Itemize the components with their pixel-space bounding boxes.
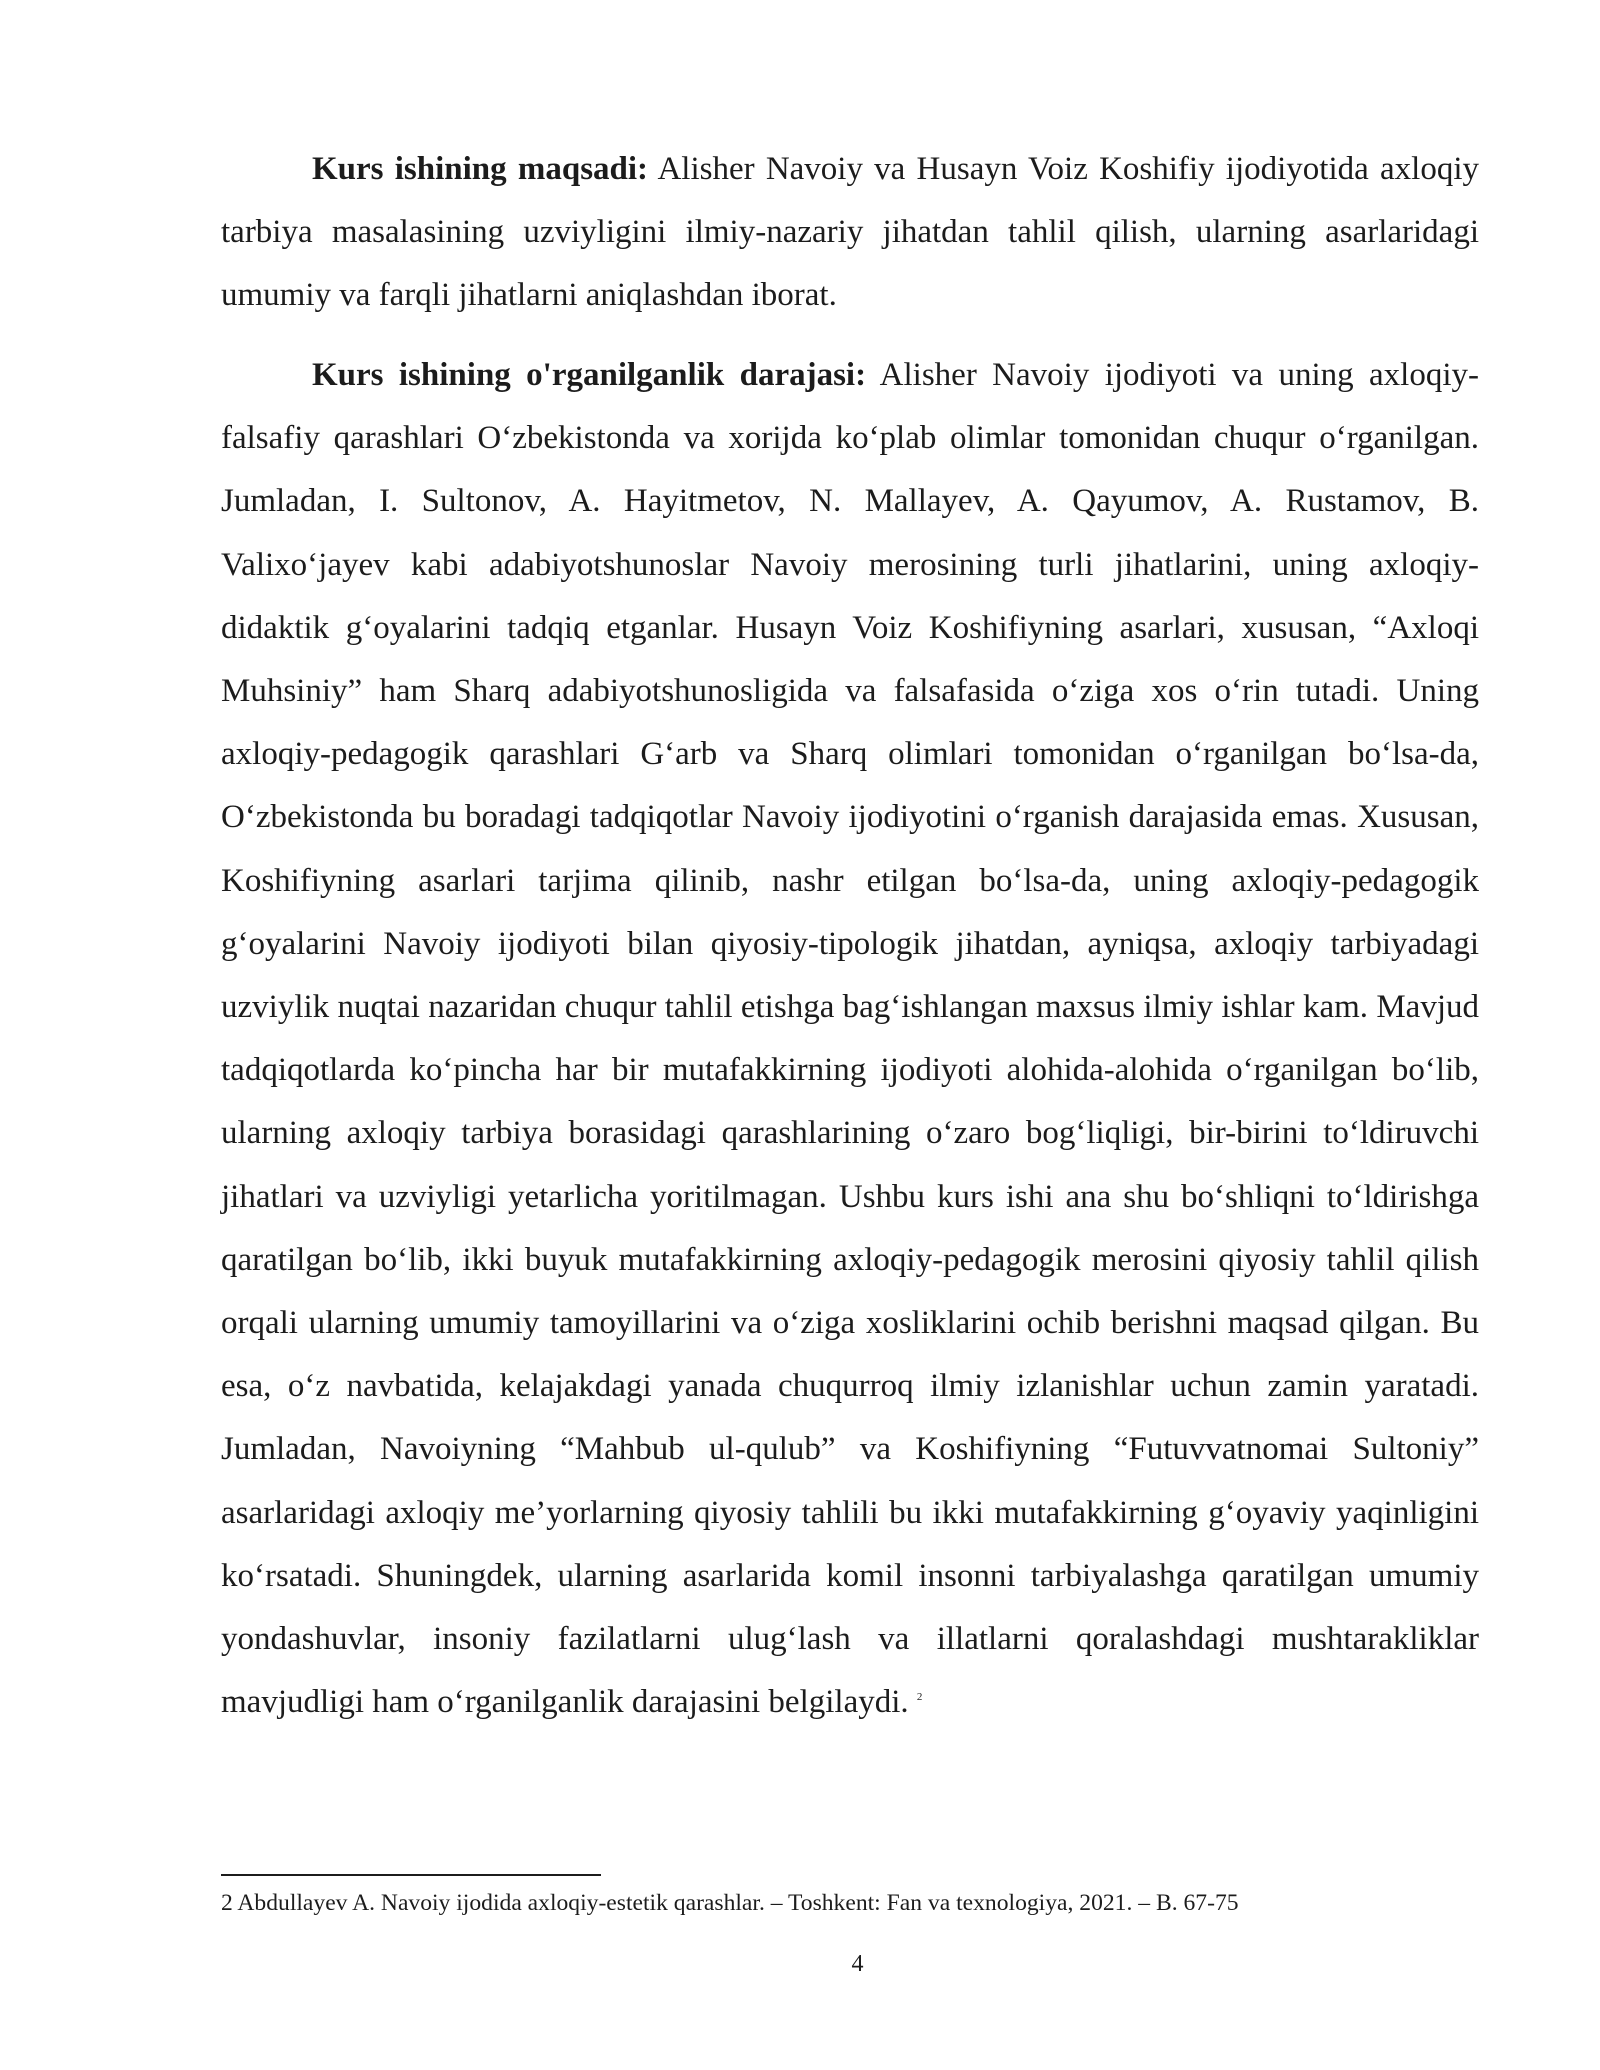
paragraph-text: Alisher Navoiy va Husayn Voiz Koshifiy ijodiyotida axloqiy tarbiya masalasining uzviyligini ilmiy-nazariy jihatdan tahlil qilish, ularning asarlaridagi umumiy va farqli jihatlarni aniqlashdan iborat.	[221, 151, 1479, 314]
page-number: 4	[851, 1951, 864, 1977]
footnote-separator	[221, 1874, 601, 1876]
footnote-reference: 2	[916, 1691, 923, 1704]
paragraph-text: Alisher Navoiy ijodiyoti va uning axloqiy-falsafiy qarashlari O‘zbekistonda va xorijda ko‘plab olimlar tomonidan chuqur o‘rganilgan. Jumladan, I. Sultonov, A. Hayitmetov, N. Mallayev, A. Qayumov, A. Rustamov, B. Valixo‘jayev kabi adabiyotshunoslar Navoiy merosining turli jihatlarini, uning axloqiy-didaktik g‘oyalarini tadqiq etganlar. Husayn Voiz Koshifiyning asarlari, xususan, “Axloqi Muhsiniy” ham Sharq adabiyotshunosligida va falsafasida o‘ziga xos o‘rin tutadi. Uning axloqiy-pedagogik qarashlari G‘arb va Sharq olimlari tomonidan o‘rganilgan bo‘lsa-da, O‘zbekistonda bu boradagi tadqiqotlar Navoiy ijodiyotini o‘rganish darajasida emas. Xususan, Koshifiyning asarlari tarjima qilinib, nashr etilgan bo‘lsa-da, uning axloqiy-pedagogik g‘oyalarini Navoiy ijodiyoti bilan qiyosiy-tipologik jihatdan, ayniqsa, axloqiy tarbiyadagi uzviylik nuqtai nazaridan chuqur tahlil etishga bag‘ishlangan maxsus ilmiy ishlar kam. Mavjud tadqiqotlarda ko‘pincha har bir mutafakkirning ijodiyoti alohida-alohida o‘rganilgan bo‘lib, ularning axloqiy tarbiya borasidagi qarashlarining o‘zaro bog‘liqligi, bir-birini to‘ldiruvchi jihatlari va uzviyligi yetarlicha yoritilmagan. Ushbu kurs ishi ana shu bo‘shliqni to‘ldirishga qaratilgan bo‘lib, ikki buyuk mutafakkirning axloqiy-pedagogik merosini qiyosiy tahlil qilish orqali ularning umumiy tamoyillarini va o‘ziga xosliklarini ochib berishni maqsad qilgan. Bu esa, o‘z navbatida, kelajakdagi yanada chuqurroq ilmiy izlanishlar uchun zamin yaratadi. Jumladan, Navoiyning “Mahbub ul-qulub” va Koshifiyning “Futuvvatnomai Sultoniy” asarlaridagi axloqiy me’yorlarning qiyosiy tahlili bu ikki mutafakkirning g‘oyaviy yaqinligini ko‘rsatadi. Shuningdek, ularning asarlarida komil insonni tarbiyalashga qaratilgan umumiy yondashuvlar, insoniy fazilatlarni ulug‘lash va illatlarni qoralashdagi mushtarakliklar mavjudligi ham o‘rganilganlik darajasini belgilaydi.	[221, 357, 1479, 1721]
footnote: 2 Abdullayev A. Navoiy ijodida axloqiy-estetik qarashlar. – Toshkent: Fan va texnologiya, 2021. – B. 67-75	[221, 1890, 1239, 1916]
paragraph-lead: Kurs ishining o'rganilganlik darajasi:	[312, 357, 867, 393]
paragraph-study-level	[221, 344, 1479, 1734]
paragraph-purpose	[221, 138, 1479, 328]
paragraph-lead: Kurs ishining maqsadi:	[312, 151, 649, 187]
